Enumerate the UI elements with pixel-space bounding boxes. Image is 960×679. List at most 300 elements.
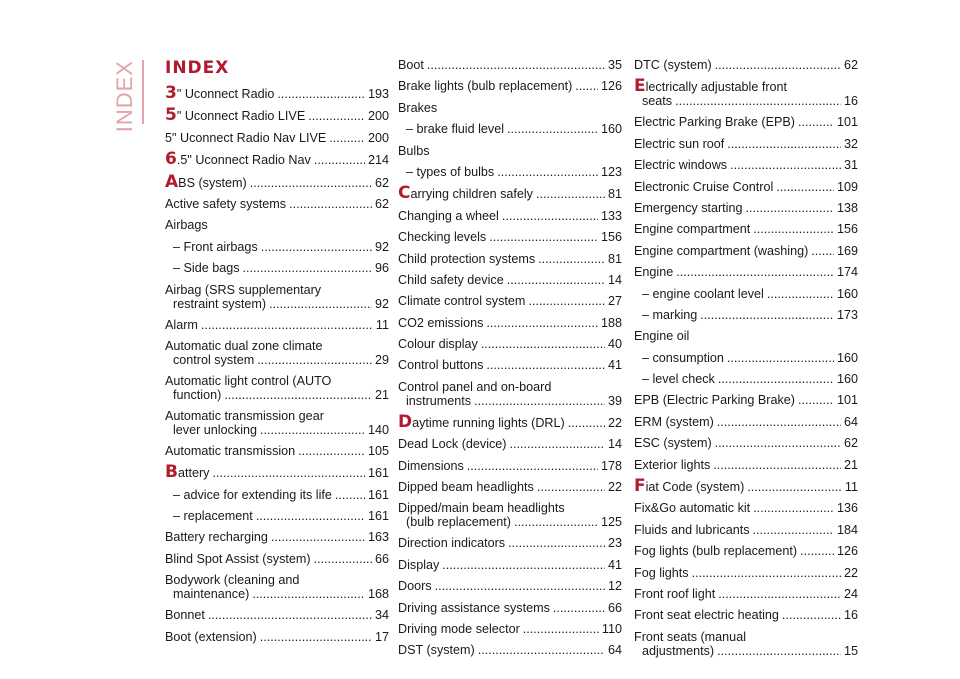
index-entry	[165, 488, 389, 502]
dot-leader	[314, 153, 365, 167]
entry-text: Exterior lights	[634, 457, 711, 472]
index-entry	[634, 265, 858, 279]
index-entry	[634, 329, 858, 343]
entry-text: lever unlocking	[173, 422, 258, 437]
dot-leader	[486, 316, 598, 330]
dot-leader	[753, 222, 834, 236]
page-number: 123	[600, 164, 622, 179]
page-number: 200	[367, 109, 389, 124]
index-entry	[398, 536, 622, 550]
page-number: 200	[367, 130, 389, 145]
page-number: 101	[836, 115, 858, 130]
index-entry	[634, 137, 858, 151]
dot-leader	[746, 201, 834, 215]
dot-leader	[700, 308, 834, 322]
dot-leader	[717, 415, 841, 429]
index-entry	[165, 149, 389, 170]
entry-text: Fog lights	[634, 565, 689, 580]
index-entry	[398, 380, 622, 408]
page-number: 12	[607, 579, 622, 594]
index-entry	[165, 105, 389, 126]
dot-leader	[713, 458, 841, 472]
dot-leader	[502, 209, 598, 223]
dot-leader	[507, 273, 605, 287]
page-number: 161	[367, 487, 389, 502]
dot-leader	[277, 87, 365, 101]
page-number: 41	[607, 358, 622, 373]
index-entry	[398, 252, 622, 266]
index-entry	[398, 558, 622, 572]
page-number: 160	[836, 350, 858, 365]
page-number: 138	[836, 200, 858, 215]
index-entry	[634, 544, 858, 558]
dot-leader	[212, 466, 365, 480]
dot-leader	[800, 544, 834, 558]
dot-leader	[553, 601, 605, 615]
page-number: 109	[836, 179, 858, 194]
entry-text: – Front airbags	[173, 239, 258, 254]
entry-text: DTC (system)	[634, 58, 712, 72]
index-entry	[398, 622, 622, 636]
entry-first-line: Front seats (manual	[634, 629, 746, 644]
page-number: 41	[607, 557, 622, 572]
entry-text: – advice for extending its life	[173, 487, 332, 502]
entry-text: Engine compartment (washing)	[634, 243, 809, 258]
entry-text: Changing a wheel	[398, 208, 499, 223]
page-number: 92	[374, 239, 389, 254]
entry-text: Front seat electric heating	[634, 608, 779, 623]
page-number: 14	[607, 437, 622, 452]
index-entry	[165, 630, 389, 644]
index-entry	[398, 294, 622, 308]
index-entry	[634, 587, 858, 601]
entry-text: Battery recharging	[165, 530, 268, 545]
dot-leader	[256, 509, 365, 523]
index-entry	[398, 316, 622, 330]
page-number: 66	[374, 551, 389, 566]
entry-first-line	[634, 76, 858, 97]
page-number: 27	[607, 294, 622, 309]
page-number: 168	[367, 587, 389, 602]
page-number: 15	[843, 643, 858, 658]
entry-text: Engine compartment	[634, 222, 751, 237]
index-entry	[165, 197, 389, 211]
dot-leader	[442, 558, 605, 572]
entry-text: Engine	[634, 265, 674, 280]
index-column-3	[634, 58, 858, 665]
index-entry	[165, 131, 389, 145]
entry-text: ESC (system)	[634, 436, 712, 451]
page-number: 184	[836, 522, 858, 537]
entry-text: Dipped beam headlights	[398, 480, 534, 495]
page-number: 34	[374, 608, 389, 623]
entry-text: Driving assistance systems	[398, 600, 550, 615]
page-number: 17	[374, 629, 389, 644]
index-entry	[165, 261, 389, 275]
index-entry	[165, 240, 389, 254]
index-entry	[398, 643, 622, 657]
index-entry	[165, 171, 389, 192]
section-letter: 6	[165, 149, 177, 170]
index-column-1	[165, 83, 389, 651]
dot-leader	[314, 552, 372, 566]
index-entry	[165, 552, 389, 566]
section-letter: D	[398, 411, 413, 432]
entry-first-line: Control panel and on-board	[398, 379, 552, 394]
entry-first-line: Automatic dual zone climate	[165, 338, 323, 353]
entry-text: Driving mode selector	[398, 621, 520, 636]
index-entry	[634, 287, 858, 301]
entry-first-line: Automatic transmission gear	[165, 408, 324, 423]
page-number: 81	[607, 187, 622, 202]
entry-text: restraint system)	[173, 296, 267, 311]
dot-leader	[508, 536, 605, 550]
index-column-2	[398, 58, 622, 665]
entry-text: Carrying children safely	[398, 183, 533, 204]
index-entry	[398, 358, 622, 372]
dot-leader	[335, 488, 365, 502]
dot-leader	[427, 58, 605, 72]
dot-leader	[308, 109, 365, 123]
entry-text: seats	[642, 94, 673, 109]
index-entry	[165, 318, 389, 332]
dot-leader	[676, 265, 834, 279]
index-entry	[634, 351, 858, 365]
index-entry	[165, 83, 389, 103]
dot-leader	[261, 240, 372, 254]
entry-text: Fix&Go automatic kit	[634, 501, 751, 516]
page-number: 62	[374, 175, 389, 190]
dot-leader	[715, 58, 841, 72]
dot-leader	[329, 131, 365, 145]
index-entry	[634, 158, 858, 172]
entry-text: Front roof light	[634, 586, 716, 601]
dot-leader	[510, 437, 605, 451]
entry-text: Electric sun roof	[634, 136, 725, 151]
dot-leader	[536, 187, 605, 201]
entry-text: – level check	[642, 372, 715, 387]
dot-leader	[474, 394, 605, 408]
entry-text: Fog lights (bulb replacement)	[634, 544, 798, 559]
entry-text: Fluids and lubricants	[634, 522, 750, 537]
index-entry	[634, 222, 858, 236]
dot-leader	[798, 115, 834, 129]
entry-text: Electric windows	[634, 158, 728, 173]
side-tab-rule	[142, 60, 144, 124]
section-letter: 3	[165, 83, 177, 103]
entry-text: adjustments)	[642, 643, 715, 658]
index-entry	[165, 573, 389, 601]
entry-text: Airbags	[165, 218, 208, 233]
entry-text: – marking	[642, 307, 698, 322]
entry-text: Brake lights (bulb replacement)	[398, 79, 573, 94]
dot-leader	[260, 630, 372, 644]
entry-first-line: Dipped/main beam headlights	[398, 501, 565, 516]
index-entry	[398, 411, 622, 432]
entry-text: Direction indicators	[398, 536, 506, 551]
page-number: 156	[600, 230, 622, 245]
page-number: 105	[367, 443, 389, 458]
page-number: 24	[843, 586, 858, 601]
dot-leader	[753, 501, 834, 515]
entry-text: Active safety systems	[165, 196, 287, 211]
index-entry	[398, 579, 622, 593]
page-number: 161	[367, 466, 389, 481]
dot-leader	[252, 587, 365, 601]
entry-text: control system	[173, 352, 255, 367]
entry-text: Blind Spot Assist (system)	[165, 551, 311, 566]
page-number: 21	[374, 387, 389, 402]
page-number: 163	[367, 530, 389, 545]
index-entry	[634, 244, 858, 258]
page-number: 126	[600, 79, 622, 94]
dot-leader	[575, 79, 598, 93]
section-letter: A	[165, 171, 179, 192]
entry-text: ERM (system)	[634, 414, 714, 429]
page-number: 40	[607, 337, 622, 352]
entry-text: Brakes	[398, 100, 438, 115]
entry-first-line: Automatic light control (AUTO	[165, 373, 332, 388]
entry-text: Emergency starting	[634, 200, 743, 215]
entry-text: instruments	[406, 393, 472, 408]
index-entry	[398, 480, 622, 494]
index-entry	[634, 415, 858, 429]
entry-text: Boot (extension)	[165, 629, 257, 644]
index-entry	[634, 501, 858, 515]
side-index-tab: INDEX	[112, 60, 137, 133]
page-number: 81	[607, 251, 622, 266]
index-entry	[398, 209, 622, 223]
page-number: 64	[607, 643, 622, 658]
entry-text: Engine oil	[634, 329, 690, 344]
page-number: 14	[607, 272, 622, 287]
dot-leader	[257, 353, 372, 367]
section-letter: E	[634, 76, 646, 97]
entry-text: Battery	[165, 462, 210, 483]
page-number: 22	[607, 415, 622, 430]
index-entry	[634, 458, 858, 472]
entry-text: function)	[173, 387, 222, 402]
entry-first-line: Airbag (SRS supplementary	[165, 282, 322, 297]
entry-text: lectrically adjustable front	[645, 80, 788, 95]
page-number: 39	[607, 393, 622, 408]
index-entry	[398, 165, 622, 179]
entry-text: 5" Uconnect Radio LIVE	[165, 105, 306, 126]
page-number: 29	[374, 352, 389, 367]
dot-leader	[528, 294, 605, 308]
dot-leader	[467, 459, 598, 473]
entry-text: Fiat Code (system)	[634, 476, 745, 497]
entry-text: DST (system)	[398, 643, 475, 658]
section-letter: F	[634, 476, 646, 497]
index-entry	[398, 183, 622, 204]
page-number: 16	[843, 608, 858, 623]
dot-leader	[289, 197, 372, 211]
page-number: 22	[607, 480, 622, 495]
entry-text: Bonnet	[165, 608, 205, 623]
dot-leader	[271, 530, 365, 544]
page-number: 96	[374, 261, 389, 276]
entry-text: Bulbs	[398, 143, 430, 158]
dot-leader	[507, 122, 598, 136]
index-entry	[634, 201, 858, 215]
dot-leader	[776, 180, 834, 194]
dot-leader	[201, 318, 373, 332]
entry-text: Control buttons	[398, 358, 484, 373]
dot-leader	[208, 608, 372, 622]
section-letter: B	[165, 462, 178, 483]
page-number: 22	[843, 565, 858, 580]
entry-text: EPB (Electric Parking Brake)	[634, 393, 795, 408]
page-number: 156	[836, 222, 858, 237]
page-number: 178	[600, 458, 622, 473]
page-number: 110	[601, 621, 622, 636]
page-number: 136	[836, 501, 858, 516]
entry-text: Display	[398, 557, 440, 572]
page-number: 126	[836, 544, 858, 559]
entry-text: Dead Lock (device)	[398, 437, 507, 452]
dot-leader	[811, 244, 834, 258]
entry-text: Climate control system	[398, 294, 526, 309]
index-heading: INDEX	[165, 58, 230, 78]
index-entry	[398, 58, 622, 72]
entry-text: Checking levels	[398, 230, 487, 245]
page-number: 11	[375, 317, 389, 332]
page-number: 173	[836, 307, 858, 322]
index-entry	[634, 608, 858, 622]
page-number: 214	[367, 153, 389, 168]
page-number: 160	[836, 372, 858, 387]
index-entry	[634, 523, 858, 537]
entry-text: 6.5" Uconnect Radio Nav	[165, 149, 311, 170]
entry-text: Daytime running lights (DRL)	[398, 411, 565, 432]
index-entry	[634, 436, 858, 450]
entry-text: Alarm	[165, 317, 198, 332]
dot-leader	[489, 230, 598, 244]
entry-text: Electronic Cruise Control	[634, 179, 774, 194]
entry-text: CO2 emissions	[398, 315, 484, 330]
page-number: 66	[607, 600, 622, 615]
entry-text: (bulb replacement)	[406, 515, 511, 530]
page-number: 160	[836, 286, 858, 301]
dot-leader	[243, 261, 372, 275]
dot-leader	[224, 388, 372, 402]
index-entry	[398, 437, 622, 451]
dot-leader	[250, 176, 372, 190]
page-number: 101	[836, 393, 858, 408]
index-entry	[165, 509, 389, 523]
index-entry	[634, 476, 858, 497]
dot-leader	[435, 579, 605, 593]
dot-leader	[675, 94, 841, 108]
page-number: 23	[607, 536, 622, 551]
page-number: 62	[374, 196, 389, 211]
dot-leader	[497, 165, 598, 179]
dot-leader	[568, 416, 605, 430]
entry-text: Electric Parking Brake (EPB)	[634, 115, 795, 130]
dot-leader	[747, 480, 842, 494]
index-entry	[634, 58, 858, 72]
entry-text: 5" Uconnect Radio Nav LIVE	[165, 130, 327, 145]
entry-text: ABS (system)	[165, 171, 247, 192]
index-entry	[165, 339, 389, 367]
page-number: 32	[843, 136, 858, 151]
dot-leader	[537, 480, 605, 494]
index-entry	[398, 501, 622, 529]
page-number: 140	[367, 422, 389, 437]
dot-leader	[298, 444, 365, 458]
index-entry	[634, 76, 858, 109]
dot-leader	[478, 643, 605, 657]
page-number: 21	[843, 457, 858, 472]
entry-text: – engine coolant level	[642, 286, 764, 301]
dot-leader	[730, 158, 841, 172]
index-entry	[165, 409, 389, 437]
dot-leader	[717, 644, 841, 658]
index-entry	[634, 308, 858, 322]
index-entry	[398, 79, 622, 93]
entry-text: Doors	[398, 579, 432, 594]
section-letter: 5	[165, 105, 177, 126]
page-number: 161	[367, 509, 389, 524]
index-entry	[398, 122, 622, 136]
entry-text: – consumption	[642, 350, 724, 365]
entry-text: – types of bulbs	[406, 164, 495, 179]
page-number: 31	[843, 158, 858, 173]
index-entry	[165, 530, 389, 544]
entry-text: Dimensions	[398, 458, 464, 473]
dot-leader	[538, 252, 605, 266]
dot-leader	[727, 137, 841, 151]
page-number: 35	[607, 58, 622, 72]
entry-text: 3" Uconnect Radio	[165, 83, 275, 103]
index-entry	[398, 101, 622, 115]
dot-leader	[481, 337, 605, 351]
index-entry	[634, 630, 858, 658]
dot-leader	[753, 523, 834, 537]
entry-text: – replacement	[173, 509, 253, 524]
entry-text: Child safety device	[398, 272, 504, 287]
dot-leader	[715, 436, 841, 450]
index-entry	[634, 566, 858, 580]
dot-leader	[486, 358, 605, 372]
page-number: 160	[600, 122, 622, 137]
page-number: 188	[600, 315, 622, 330]
dot-leader	[514, 515, 598, 529]
dot-leader	[798, 393, 834, 407]
dot-leader	[260, 423, 365, 437]
dot-leader	[782, 608, 841, 622]
index-entry	[398, 144, 622, 158]
index-entry	[165, 218, 389, 232]
entry-text: Colour display	[398, 337, 478, 352]
index-entry	[165, 608, 389, 622]
page-number: 174	[836, 265, 858, 280]
entry-text: Automatic transmission	[165, 443, 296, 458]
dot-leader	[718, 587, 841, 601]
dot-leader	[523, 622, 599, 636]
index-entry	[398, 459, 622, 473]
index-entry	[398, 273, 622, 287]
entry-text: – Side bags	[173, 261, 240, 276]
index-entry	[398, 337, 622, 351]
entry-text: Child protection systems	[398, 251, 536, 266]
entry-text: maintenance)	[173, 587, 250, 602]
index-entry	[634, 372, 858, 386]
index-entry	[165, 462, 389, 483]
page-number: 169	[836, 243, 858, 258]
index-entry	[398, 230, 622, 244]
